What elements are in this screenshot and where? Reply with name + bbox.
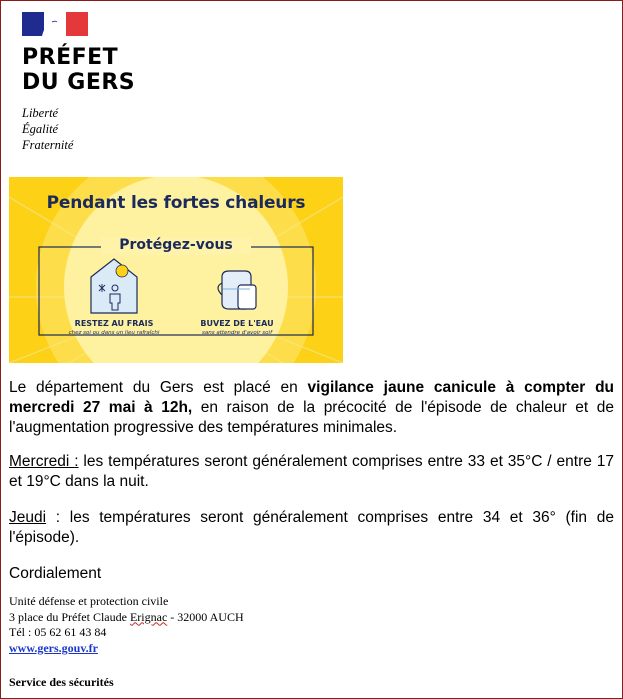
tip-stay-cool: [59, 319, 169, 336]
vigilance-paragraph: Le département du Gers est placé en vigilance jaune canicule à compter du mercredi 27 mai à 12h, en raison de la précocité de l'épisode de chaleur et de l'augmentation progressive des températures minimales.: [9, 379, 615, 436]
prefecture-name: [22, 45, 135, 95]
signature-phone: Tél : 05 62 61 43 84: [9, 625, 107, 639]
banner-subtitle: Protégez-vous: [119, 237, 233, 253]
title-line-2: DU GERS: [22, 70, 136, 95]
thursday-forecast: Jeudi : les températures seront généralement comprises entre 34 et 36° (fin de l'épisode).: [9, 509, 614, 546]
vigilance-alert: vigilance jaune canicule à compter du mercredi 27 mai à 12h,: [9, 379, 615, 416]
tip-drink-water-title: BUVEZ DE L'EAU: [200, 319, 274, 328]
marianne-flag-icon: [22, 12, 88, 36]
signature-unit: Unité défense et protection civile: [9, 594, 169, 608]
closing-greeting: Cordialement: [9, 565, 102, 582]
service-name: Service des sécurités: [9, 675, 114, 689]
tip-stay-cool-title: RESTEZ AU FRAIS: [74, 319, 154, 328]
tip-drink-water: [187, 319, 287, 336]
heatwave-banner: [9, 177, 343, 363]
signature-block: [9, 594, 244, 656]
tip-drink-water-desc: sans attendre d'avoir soif: [202, 330, 272, 336]
signature-address: 3 place du Préfet Claude Erignac - 32000 AUCH: [9, 609, 244, 624]
motto-liberte: Liberté: [22, 106, 59, 120]
title-line-1: PRÉFET: [22, 45, 119, 70]
banner-title: Pendant les fortes chaleurs: [46, 193, 306, 213]
day-wednesday: Mercredi: [9, 453, 75, 470]
motto-fraternite: Fraternité: [22, 138, 74, 152]
website-link[interactable]: www.gers.gouv.fr: [9, 640, 98, 655]
wednesday-forecast: Mercredi : les températures seront généralement comprises entre 33 et 35°C / entre 17 et 19°C dans la nuit.: [9, 453, 614, 490]
republic-motto: [22, 105, 135, 153]
message-body: [9, 378, 614, 584]
motto-egalite: Égalité: [22, 122, 59, 136]
day-thursday: Jeudi: [9, 509, 47, 526]
tip-stay-cool-desc: chez soi ou dans un lieu rafraîchi: [68, 330, 160, 336]
prefecture-logo: [22, 12, 135, 153]
water-jug-icon: [218, 271, 256, 309]
